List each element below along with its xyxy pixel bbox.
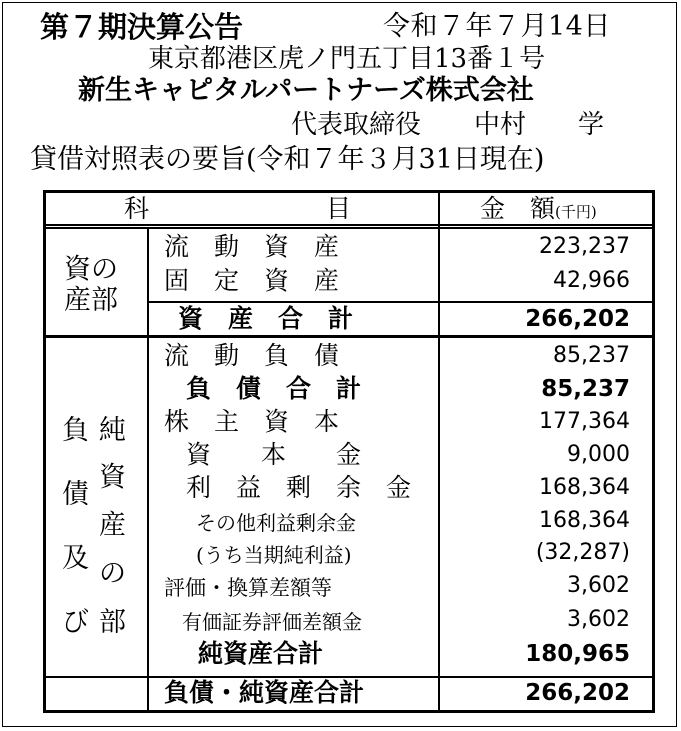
asset-current-value: 223,237 [539, 234, 630, 259]
assets-total-value: 266,202 [525, 306, 630, 332]
liab-row-3-value: 177,364 [539, 409, 630, 434]
net-assets-total-value: 180,965 [525, 641, 630, 667]
liab-label-8: の [99, 558, 126, 589]
column-subject-2: 目 [326, 194, 352, 223]
liab-row-1-label: 流 動 負 債 [164, 341, 340, 370]
liab-row-9-label: 有価証券評価差額金 [182, 610, 362, 634]
liab-row-4-label: 資 本 金 [186, 440, 362, 469]
section-divider [46, 335, 652, 338]
liab-row-3-label: 株 主 資 本 [164, 407, 340, 436]
asset-current-label: 流 動 資 産 [164, 232, 340, 261]
liab-row-7-value: (32,287) [535, 540, 630, 565]
liab-label-7: 産 [99, 510, 126, 541]
liab-label-3: 及 [62, 543, 89, 574]
header-divider [46, 224, 652, 226]
representative-name: 中村 学 [474, 110, 605, 140]
liab-row-6-label: その他利益剰余金 [196, 511, 356, 535]
asset-fixed-label: 固 定 資 産 [164, 266, 340, 295]
grand-total-label: 負債・純資産合計 [164, 678, 365, 707]
liab-row-9-value: 3,602 [567, 607, 630, 632]
liab-row-6-value: 168,364 [539, 508, 630, 533]
liab-total-value: 85,237 [541, 376, 630, 402]
column-subject-1: 科 [124, 194, 150, 223]
notice-title: 第７期決算公告 [40, 10, 244, 44]
asset-fixed-value: 42,966 [553, 268, 630, 293]
balance-sheet-table [43, 190, 655, 713]
liab-label-9: 部 [99, 607, 126, 638]
liab-row-1-value: 85,237 [553, 343, 630, 368]
liab-label-2: 債 [62, 479, 89, 510]
assets-total-label: 資 産 合 計 [178, 304, 354, 333]
liab-row-5-value: 168,364 [539, 475, 630, 500]
assets-section-label-2: 産部 [64, 285, 118, 316]
representative-title: 代表取締役 [291, 110, 422, 140]
liab-label-5: 純 [99, 415, 126, 446]
company-address: 東京都港区虎ノ門五丁目13番１号 [148, 44, 546, 74]
company-name: 新生キャピタルパートナーズ株式会社 [78, 75, 534, 106]
amount-column-divider [438, 193, 440, 710]
liab-row-7-label: (うち当期純利益) [196, 543, 352, 567]
liab-row-8-value: 3,602 [567, 573, 630, 598]
liab-label-4: び [62, 607, 89, 638]
net-assets-total-label: 純資産合計 [198, 639, 324, 668]
liab-row-5-label: 利 益 剰 余 金 [186, 473, 412, 502]
liab-label-1: 負 [62, 415, 89, 446]
balance-sheet-title: 貸借対照表の要旨(令和７年３月31日現在) [30, 144, 545, 175]
notice-date: 令和７年７月14日 [383, 11, 611, 42]
grand-total-value: 266,202 [525, 680, 630, 706]
column-amount: 金 額(千円) [480, 194, 597, 223]
liab-label-6: 資 [99, 462, 126, 493]
assets-section-label-1: 資の [64, 254, 118, 285]
liab-row-4-value: 9,000 [567, 442, 630, 467]
liab-total-label: 負 債 合 計 [186, 374, 362, 403]
liab-row-8-label: 評価・換算差額等 [164, 576, 332, 600]
